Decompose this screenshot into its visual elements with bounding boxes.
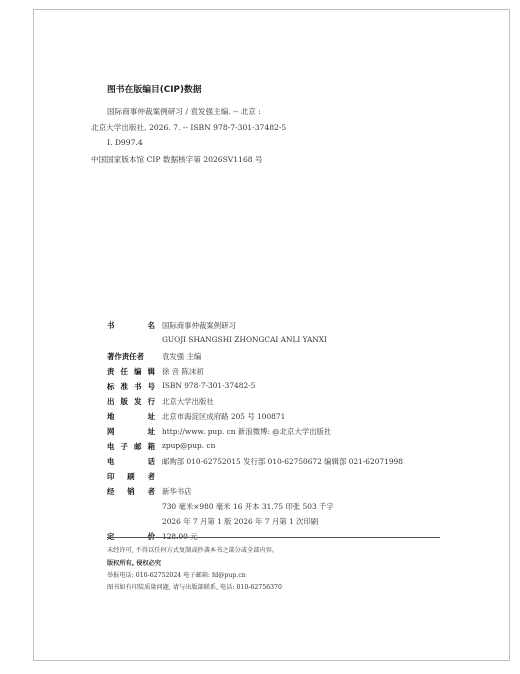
book-title-label: 书 名	[107, 321, 155, 330]
quality-contact: 图书如有印装质量问题, 请与出版部联系, 电话: 010-62756370	[107, 584, 282, 591]
editor-label: 责 任 编 辑	[107, 367, 155, 376]
book-title-value: 国际商事仲裁案例研习	[162, 321, 236, 330]
cip-line-4: 中国国家版本馆 CIP 数据核字第 2026SV1168 号	[91, 155, 263, 164]
publisher-value: 北京大学出版社	[162, 397, 214, 406]
author-value: 袁发强 主编	[162, 352, 202, 361]
editor-value: 徐 音 陈沫初	[162, 367, 204, 376]
distributor-label: 经 销 者	[107, 487, 155, 496]
cip-title: 图书在版编目(CIP)数据	[107, 85, 202, 95]
edition-value: 2026 年 7 月第 1 版 2026 年 7 月第 1 次印刷	[162, 517, 319, 526]
copyright-notice: 未经许可, 不得以任何方式复制或抄袭本书之部分或全部内容。	[107, 547, 278, 554]
format-value: 730 毫米×980 毫米 16 开本 31.75 印张 503 千字	[162, 502, 334, 511]
website-value: http://www. pup. cn 新浪微博: @北京大学出版社	[162, 427, 332, 436]
printer-label: 印 刷 者	[107, 472, 155, 481]
phone-value: 邮购部 010-62752015 发行部 010-62750672 编辑部 021-62071998	[162, 457, 403, 466]
email-value: zpup@pup. cn	[162, 441, 216, 450]
cip-line-1: 国际商事仲裁案例研习 / 袁发强主编. -- 北京 :	[107, 107, 261, 116]
website-label: 网 址	[107, 427, 155, 436]
email-label: 电 子 邮 箱	[107, 442, 155, 451]
publisher-label: 出 版 发 行	[107, 397, 155, 406]
report-contact: 举报电话: 010-62752024 电子邮箱: fd@pup.cn	[107, 572, 246, 579]
author-label: 著作责任者	[107, 352, 144, 361]
address-label: 地 址	[107, 412, 155, 421]
price-label: 定 价	[107, 532, 155, 541]
price-value: 128.00 元	[162, 532, 198, 541]
phone-label: 电 话	[107, 457, 155, 466]
address-value: 北京市海淀区成府路 205 号 100871	[162, 412, 286, 421]
cip-line-3: Ⅰ. D997.4	[107, 138, 143, 147]
rights-reserved: 版权所有, 侵权必究	[107, 560, 162, 567]
distributor-value: 新华书店	[162, 487, 192, 496]
cip-line-2: 北京大学出版社, 2026. 7. -- ISBN 978-7-301-37482-5	[91, 123, 287, 132]
divider	[107, 537, 440, 538]
isbn-value: ISBN 978-7-301-37482-5	[162, 381, 256, 390]
book-title-pinyin: GUOJI SHANGSHI ZHONGCAI ANLI YANXI	[162, 335, 327, 344]
isbn-label: 标 准 书 号	[107, 382, 155, 391]
